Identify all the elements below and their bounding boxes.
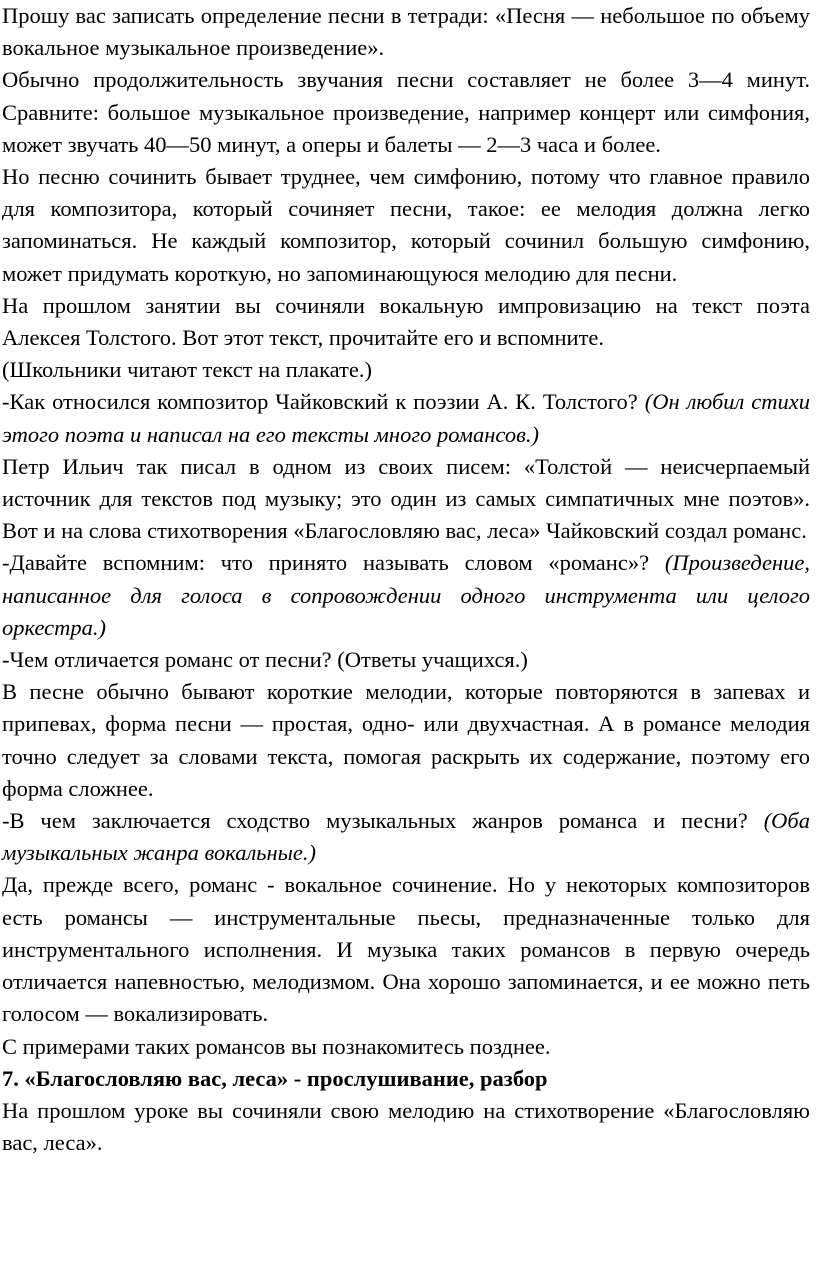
paragraph-song-vs-romance [2, 676, 810, 805]
paragraph-text: На прошлом уроке вы сочиняли свою мелодию на стихотворение «Благословляю вас, леса». [2, 1097, 810, 1156]
question-text: -Как относился композитор Чайковский к поэзии А. К. Толстого? [2, 389, 638, 415]
paragraph-definition [2, 0, 810, 64]
paragraph-text: -Чем отличается романс от песни? (Ответы учащихся.) [2, 647, 528, 673]
paragraph-final [2, 1095, 810, 1159]
paragraph-instrumental-romances [2, 869, 810, 1030]
paragraph-previous-lesson [2, 290, 810, 354]
paragraph-text: Но песню сочинить бывает труднее, чем симфонию, потому что главное правило для композитора, который сочиняет песни, такое: ее мелодия должна легко запоминаться. Не каждый композитор, который сочинил большую симфонию, может придумать короткую, но запоминающуюся мелодию для песни. [2, 164, 810, 286]
paragraph-text: В песне обычно бывают короткие мелодии, которые повторяются в запевах и припевах, форма песни — простая, одно- или двухчастная. А в романсе мелодия точно следует за словами текста, помогая раскрыть их содержание, поэтому его форма сложнее. [2, 679, 810, 801]
paragraph-text: На прошлом занятии вы сочиняли вокальную импровизацию на текст поэта Алексея Толстого. Вот этот текст, прочитайте его и вспомните. [2, 292, 810, 351]
paragraph-question-romance [2, 547, 810, 644]
answer-text: (Он любил стихи этого поэта и написал на его тексты много романсов.) [2, 389, 810, 447]
answer-text: (Произведение, написанное для голоса в сопровождении одного инструмента или целого оркестра.) [2, 550, 810, 640]
question-text: -В чем заключается сходство музыкальных жанров романса и песни? [2, 808, 748, 834]
paragraph-question-tchaikovsky [2, 386, 810, 450]
paragraph-text: Прошу вас записать определение песни в тетради: «Песня — небольшое по объему вокальное музыкальное произведение». [2, 3, 810, 61]
section-heading: 7. «Благословляю вас, леса» - прослушивание, разбор [2, 1065, 548, 1091]
answer-text: (Оба музыкальных жанра вокальные.) [2, 808, 810, 866]
paragraph-difficulty [2, 161, 810, 290]
paragraph-examples-later [2, 1031, 810, 1063]
paragraph-letter-quote [2, 451, 810, 548]
paragraph-duration [2, 64, 810, 161]
paragraph-text: Петр Ильич так писал в одном из своих писем: «Толстой — неисчерпаемый источник для текстов под музыку; это один из самых симпатичных мне поэтов». Вот и на слова стихотворения «Благословляю вас, леса» Чайковский создал романс. [2, 453, 810, 544]
paragraph-question-similarity [2, 805, 810, 869]
paragraph-text: Да, прежде всего, романс - вокальное сочинение. Но у некоторых композиторов есть романсы — инструментальные пьесы, предназначенные только для инструментального исполнения. И музыка таких романсов в первую очередь отличается напевностью, мелодизмом. Она хорошо запоминается, и ее можно петь голосом — вокализировать. [2, 872, 810, 1027]
paragraph-text: С примерами таких романсов вы познакомитесь позднее. [2, 1033, 551, 1059]
paragraph-stage-direction [2, 354, 810, 386]
paragraph-question-difference [2, 644, 810, 676]
paragraph-text: (Школьники читают текст на плакате.) [2, 357, 372, 383]
question-text: -Давайте вспомним: что принято называть словом «романс»? [2, 550, 650, 576]
paragraph-text: Обычно продолжительность звучания песни составляет не более 3—4 минут. Сравните: большое музыкальное произведение, например концерт или симфония, может звучать 40—50 минут, а оперы и балеты — 2—3 часа и более. [2, 67, 810, 157]
